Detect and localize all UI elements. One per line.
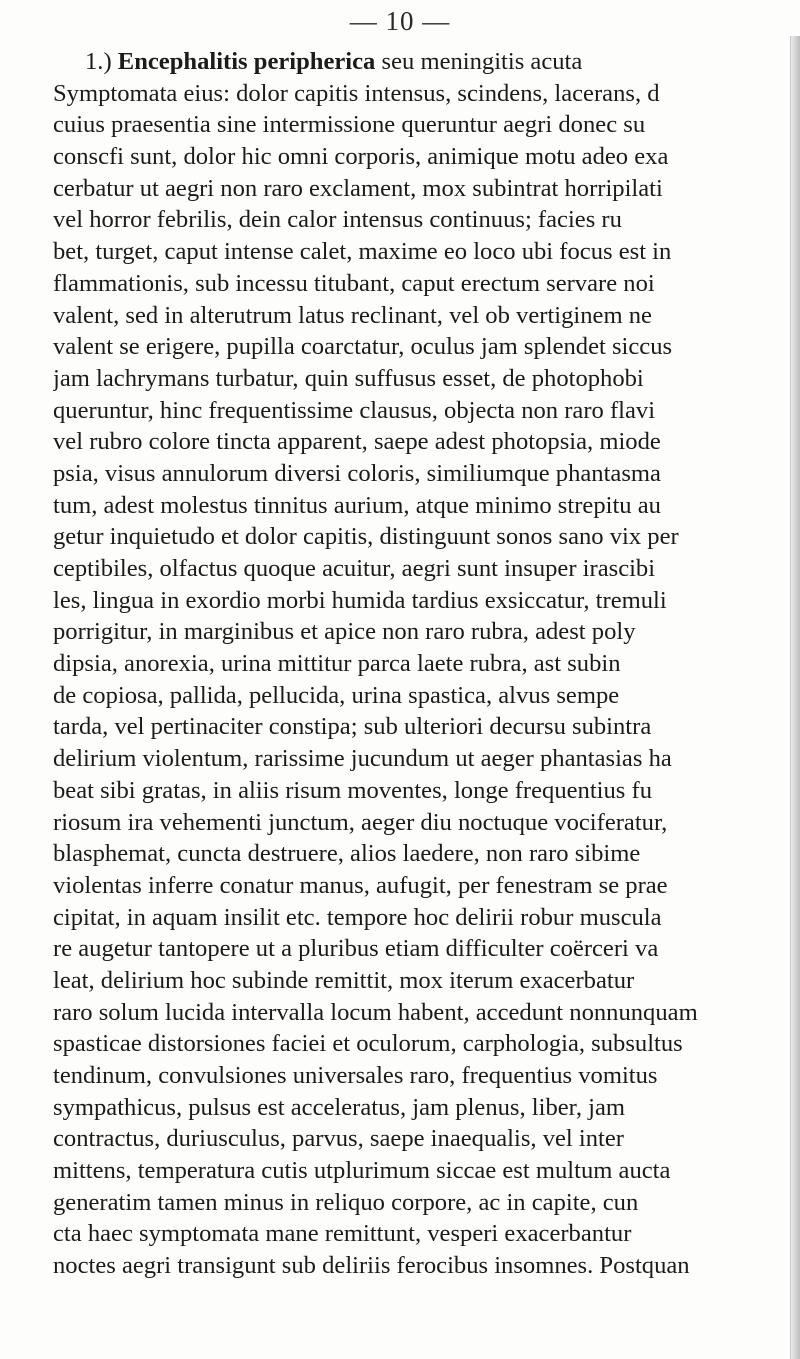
text-line: cta haec symptomata mane remittunt, vesperi exacerbantur bbox=[53, 1220, 632, 1248]
text-line: mittens, temperatura cutis utplurimum siccae est multum aucta bbox=[53, 1157, 671, 1185]
text-line: cipitat, in aquam insilit etc. tempore hoc delirii robur muscula bbox=[53, 903, 662, 931]
text-line: psia, visus annulorum diversi coloris, similiumque phantasma bbox=[53, 459, 661, 487]
body-text bbox=[53, 46, 789, 1282]
text-line: conscfi sunt, dolor hic omni corporis, animique motu adeo exa bbox=[53, 143, 669, 171]
text-line: spasticae distorsiones faciei et oculorum, carphologia, subsultus bbox=[53, 1030, 683, 1058]
text-line: delirium violentum, rarissime jucundum ut aeger phantasias ha bbox=[53, 745, 672, 773]
text-line: sympathicus, pulsus est acceleratus, jam plenus, liber, jam bbox=[53, 1093, 626, 1121]
text-line: leat, delirium hoc subinde remittit, mox iterum exacerbatur bbox=[53, 966, 635, 994]
text-line: getur inquietudo et dolor capitis, distinguunt sonos sano vix per bbox=[53, 523, 679, 551]
page-edge-shadow bbox=[790, 36, 800, 1359]
text-line: bet, turget, caput intense calet, maxime eo loco ubi focus est in bbox=[53, 238, 672, 266]
text-line: vel horror febrilis, dein calor intensus continuus; facies ru bbox=[53, 206, 622, 234]
text-line: riosum ira vehementi junctum, aeger diu noctuque vociferatur, bbox=[53, 808, 668, 836]
page-number: — 10 — bbox=[349, 6, 451, 36]
text-line: re augetur tantopere ut a pluribus etiam difficulter coërceri va bbox=[53, 935, 659, 963]
text-line: queruntur, hinc frequentissime clausus, objecta non raro flavi bbox=[53, 396, 656, 424]
text-line: violentas inferre conatur manus, aufugit, per fenestram se prae bbox=[53, 871, 668, 899]
text-line: tum, adest molestus tinnitus aurium, atque minimo strepitu au bbox=[53, 491, 661, 519]
text-line: beat sibi gratas, in aliis risum moventes, longe frequentius fu bbox=[53, 776, 653, 804]
text-line: contractus, duriusculus, parvus, saepe inaequalis, vel inter bbox=[53, 1125, 624, 1153]
text-line: jam lachrymans turbatur, quin suffusus esset, de photophobi bbox=[53, 364, 644, 392]
text-line: generatim tamen minus in reliquo corpore, ac in capite, cun bbox=[53, 1188, 639, 1216]
paragraph-number: 1.) bbox=[85, 48, 112, 75]
text-line: dipsia, anorexia, urina mittitur parca laete rubra, ast subin bbox=[53, 650, 621, 678]
text-line: tarda, vel pertinaciter constipa; sub ulteriori decursu subintra bbox=[53, 713, 652, 741]
text-line: tendinum, convulsiones universales raro, frequentius vomitus bbox=[53, 1062, 658, 1089]
text-line: valent se erigere, pupilla coarctatur, oculus jam splendet siccus bbox=[53, 333, 673, 361]
paragraph-heading-line bbox=[53, 46, 789, 78]
text-line: blasphemat, cuncta destruere, alios laedere, non raro sibime bbox=[53, 840, 641, 868]
text-line: flammationis, sub incessu titubant, caput erectum servare noi bbox=[53, 269, 655, 297]
text-line: cerbatur ut aegri non raro exclament, mox subintrat horripilati bbox=[53, 174, 663, 202]
paragraph-heading: Encephalitis peripherica bbox=[117, 48, 376, 75]
text-line: raro solum lucida intervalla locum habent, accedunt nonnunquam bbox=[53, 998, 698, 1026]
text-line: de copiosa, pallida, pellucida, urina spastica, alvus sempe bbox=[53, 681, 620, 709]
text-line: noctes aegri transigunt sub deliriis ferocibus insomnes. Postquan bbox=[53, 1252, 690, 1280]
text-line: Symptomata eius: dolor capitis intensus, scindens, lacerans, d bbox=[53, 79, 660, 107]
text-line: vel rubro colore tincta apparent, saepe adest photopsia, miode bbox=[53, 428, 661, 456]
text-line: les, lingua in exordio morbi humida tardius exsiccatur, tremuli bbox=[53, 586, 667, 614]
text-line: valent, sed in alterutrum latus reclinant, vel ob vertiginem ne bbox=[53, 301, 652, 329]
paragraph-heading-tail: seu meningitis acuta bbox=[375, 48, 583, 75]
text-line: cuius praesentia sine intermissione queruntur aegri donec su bbox=[53, 111, 646, 139]
text-line: ceptibiles, olfactus quoque acuitur, aegri sunt insuper irascibi bbox=[53, 555, 656, 582]
text-line: porrigitur, in marginibus et apice non raro rubra, adest poly bbox=[53, 618, 636, 646]
